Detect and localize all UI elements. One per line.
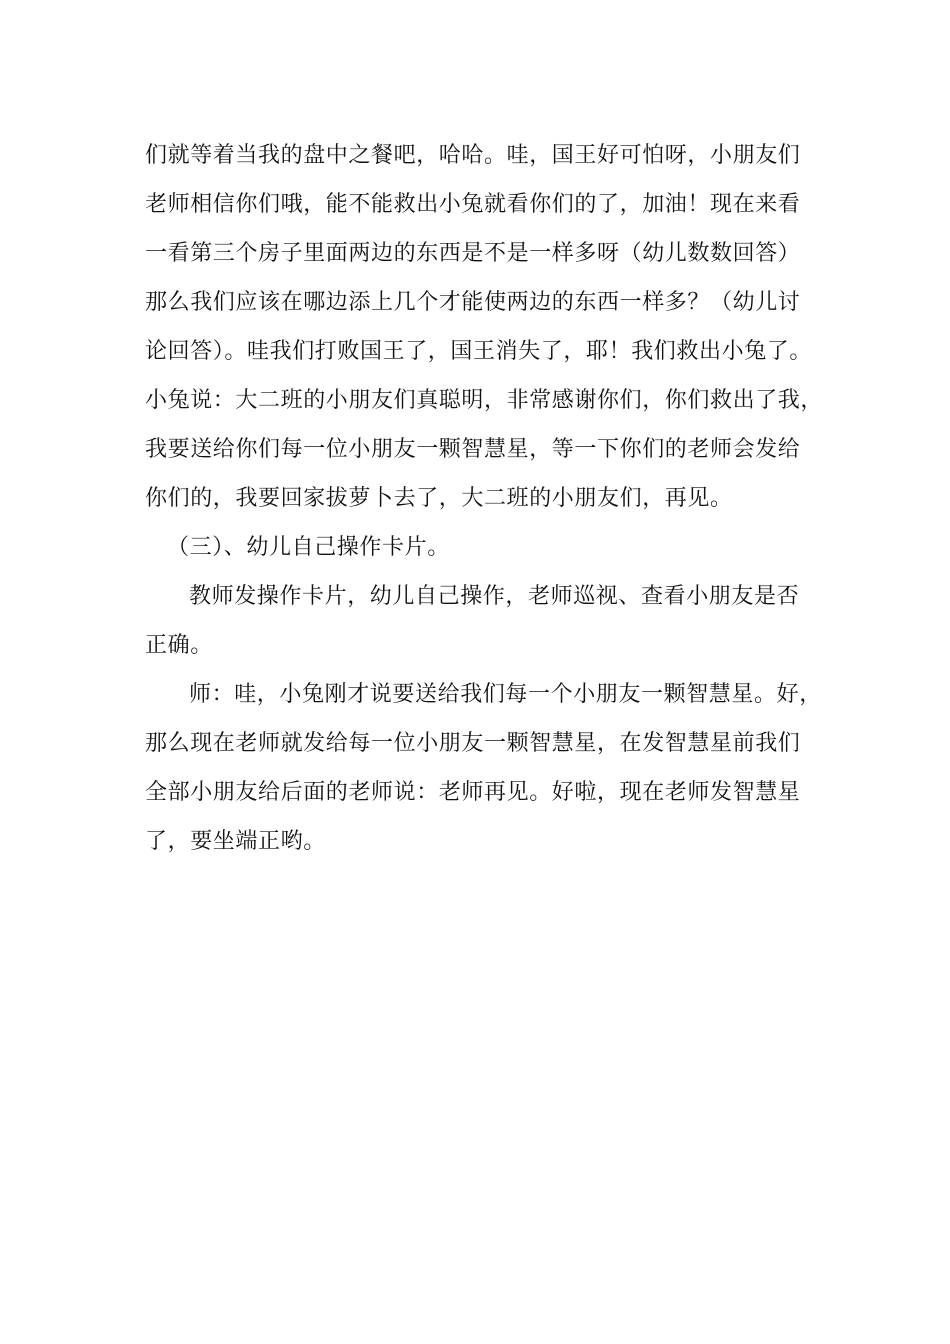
text-line: 老师相信你们哦，能不能救出小兔就看你们的了，加油！现在来看 [145,192,801,217]
text-line: 那么现在老师就发给每一位小朋友一颗智慧星，在发智慧星前我们 [145,731,801,756]
text-line: 小兔说：大二班的小朋友们真聪明，非常感谢你们，你们救出了我， [145,388,824,413]
text-line: 师：哇，小兔刚才说要送给我们每一个小朋友一颗智慧星。好， [189,682,822,707]
text-line: 论回答）。哇我们打败国王了，国王消失了，耶！我们救出小兔了。 [145,339,813,364]
text-line: 了，要坐端正哟。 [145,829,326,854]
document-body [145,131,835,866]
text-line: 我要送给你们每一位小朋友一颗智慧星，等一下你们的老师会发给 [145,437,801,462]
text-line: 教师发操作卡片，幼儿自己操作，老师巡视、查看小朋友是否 [189,584,800,609]
text-line: 们就等着当我的盘中之餐吧，哈哈。哇，国王好可怕呀，小朋友们 [145,143,801,168]
text-line: 正确。 [145,633,213,658]
text-line: 全部小朋友给后面的老师说：老师再见。好啦，现在老师发智慧星 [145,780,801,805]
section-heading: （三）、幼儿自己操作卡片。 [167,535,450,560]
paragraph-continued [145,131,835,523]
paragraph-teacher [145,670,835,866]
paragraph-operation [145,572,835,670]
text-line: 一看第三个房子里面两边的东西是不是一样多呀（幼儿数数回答） [145,241,801,266]
text-line: 你们的，我要回家拔萝卜去了，大二班的小朋友们，再见。 [145,486,733,511]
text-line: 那么我们应该在哪边添上几个才能使两边的东西一样多？（幼儿讨 [145,290,801,315]
